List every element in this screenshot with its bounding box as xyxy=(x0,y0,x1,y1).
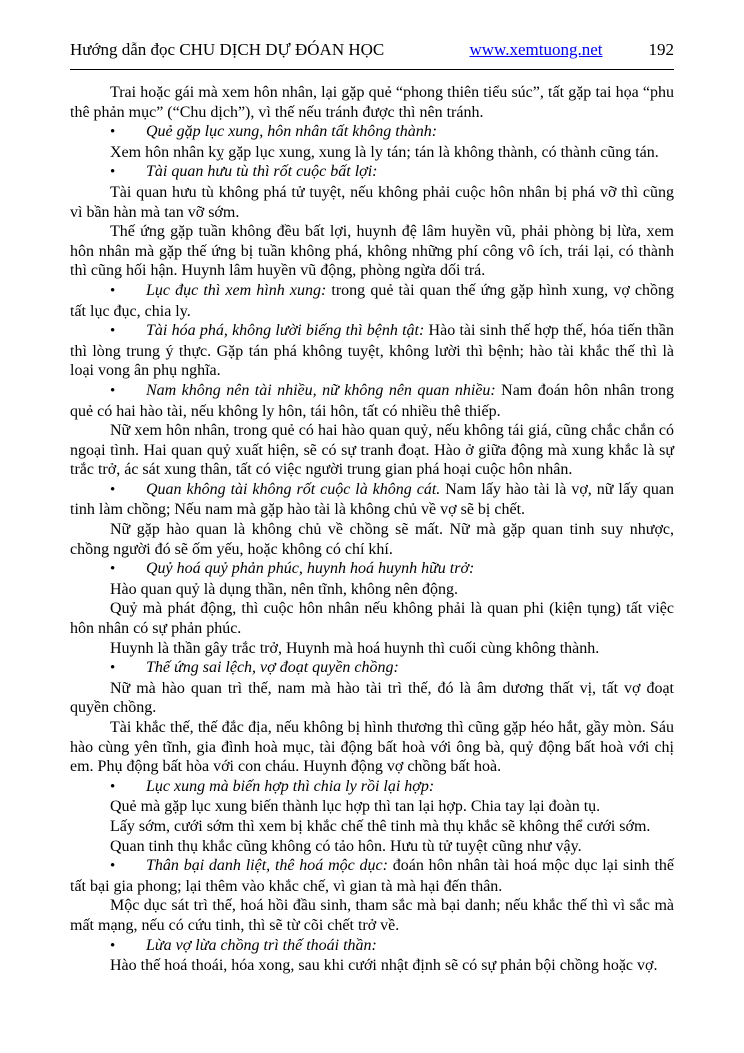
paragraph: Huynh là thần gây trắc trở, Huynh mà hoá huynh thì cuối cùng không thành. xyxy=(110,639,600,657)
bullet-heading: Quỷ hoá quỷ phản phúc, huynh hoá huynh hữu trở: xyxy=(146,560,475,578)
paragraph: Thế ứng gặp tuần không đều bất lợi, huynh đệ lâm huyền vũ, phải phòng bị lừa, xem hôn nhân mà gặp thế ứng bị tuần không phá, không những phí công vô ích, trái lại, có thành thì cũng hối hận. Huynh lâm huyền vũ động, phòng ngừa dối trá. xyxy=(70,223,674,280)
paragraph: Quẻ mà gặp lục xung biến thành lục hợp thì tan lại hợp. Chia tay lại đoàn tụ. xyxy=(110,798,601,816)
website-link[interactable]: www.xemtuong.net xyxy=(469,40,603,59)
bullet-text: Hào tài sinh thế hợp thế, hóa tiến thần thì lòng trung ý thực. Gặp tán phá không tuyệt, không lười thì bệnh; hào tài khắc thế thì là loại vong ân phụ nghĩa. xyxy=(70,322,675,380)
bullet-item xyxy=(70,856,674,896)
paragraph: Xem hôn nhân kỵ gặp lục xung, xung là ly tán; tán là không thành, có thành cũng tán. xyxy=(110,143,659,161)
bullet-icon: • xyxy=(110,561,116,578)
bullet-text: Nam lấy hào tài là vợ, nữ lấy quan tinh làm chồng; Nếu nam mà gặp hào tài là không chủ về vợ sẽ bị chết. xyxy=(70,480,674,519)
bullet-heading: Quẻ gặp lục xung, hôn nhân tất không thành: xyxy=(146,123,438,141)
paragraph: Nữ xem hôn nhân, trong quẻ có hai hào quan quỷ, nếu không tái giá, cũng chắc chắn có ngoại tình. Hai quan quỷ xuất hiện, sẽ có sự tranh đoạt. Hào ở giữa động mà xung khắc là sự trắc trở, ác sát xung thân, tất có việc người trung gian phá hoại cuộc hôn nhân. xyxy=(70,422,674,479)
page-body xyxy=(70,83,674,976)
bullet-text: Nam đoán hôn nhân trong quẻ có hai hào tài, nếu không ly hôn, tái hôn, tất có nhiều thê thiếp. xyxy=(70,381,675,420)
bullet-icon: • xyxy=(110,323,116,340)
bullet-text: trong quẻ tài quan thế ứng gặp hình xung, vợ chồng tất lục đục, chia ly. xyxy=(70,281,675,320)
bullet-item xyxy=(70,777,674,798)
paragraph: Quỷ mà phát động, thì cuộc hôn nhân nếu không phải là quan phi (kiện tụng) tất việc hôn nhân có sự phản phúc. xyxy=(70,600,674,638)
bullet-heading: Thân bại danh liệt, thê hoá mộc dục: xyxy=(146,857,388,875)
bullet-item xyxy=(70,162,674,183)
bullet-icon: • xyxy=(110,164,116,181)
bullet-item xyxy=(70,321,674,381)
book-title: Hướng dẫn đọc CHU DỊCH DỰ ĐÓAN HỌC xyxy=(70,40,385,59)
bullet-item xyxy=(70,936,674,957)
bullet-heading: Thế ứng sai lệch, vợ đoạt quyền chồng: xyxy=(146,659,399,677)
bullet-icon: • xyxy=(110,660,116,677)
paragraph: Nữ mà hào quan trì thế, nam mà hào tài trì thế, đó là âm dương thất vị, tất vợ đoạt quyền chồng. xyxy=(70,679,674,717)
paragraph: Quan tinh thụ khắc cũng không có tảo hôn. Hưu tù tử tuyệt cũng như vậy. xyxy=(110,837,582,855)
bullet-heading: Tài hóa phá, không lười biếng thì bệnh tật: xyxy=(146,322,425,340)
paragraph: Tài quan hưu tù không phá tử tuyệt, nếu không phải cuộc hôn nhân bị phá vỡ thì cũng vì bần hàn mà tan vỡ sớm. xyxy=(70,183,674,221)
bullet-heading: Lục xung mà biến hợp thì chia ly rồi lại hợp: xyxy=(146,777,435,795)
paragraph: Hào quan quỷ là dụng thần, nên tĩnh, không nên động. xyxy=(110,580,458,598)
bullet-heading: Lừa vợ lừa chồng trì thế thoái thần: xyxy=(146,936,377,954)
bullet-icon: • xyxy=(110,481,116,498)
page-header xyxy=(70,40,674,60)
paragraph: Mộc dục sát trì thế, hoá hồi đầu sinh, tham sắc mà bại danh; nếu khắc thế thì vì sắc mà mất mạng, nếu có cứu tinh, thì sẽ từ cõi chết trở về. xyxy=(70,897,674,934)
bullet-item xyxy=(70,480,674,520)
paragraph: Tài khắc thế, thế đắc địa, nếu không bị hình thương thì cũng gặp héo hắt, gầy mòn. Sáu hào cùng yên tĩnh, gia đình hoà mục, tài động bất hoà với ông bà, quỷ động bất hoà với chị em. Phụ động bất hòa với con cháu. Huynh động vợ chồng bất hoà. xyxy=(70,719,674,776)
header-rule xyxy=(70,69,674,70)
bullet-heading: Quan không tài không rốt cuộc là không cát. xyxy=(146,480,441,498)
bullet-heading: Nam không nên tài nhiều, nữ không nên quan nhiều: xyxy=(146,381,496,399)
paragraph: Nữ gặp hào quan là không chủ về chồng sẽ mất. Nữ mà gặp quan tinh suy nhược, chồng người đó sẽ ốm yếu, hoặc không có chí khí. xyxy=(70,521,674,558)
paragraph: Trai hoặc gái mà xem hôn nhân, lại gặp quẻ “phong thiên tiểu súc”, tất gặp tai họa “phu thê phản mục” (“Chu dịch”), vì thế nếu tránh được thì nên tránh. xyxy=(70,84,674,121)
bullet-text: đoán hôn nhân tài hoá mộc dục lại sinh thế tất bại gia phong; lại thêm vào khắc chế, vì gian tà mà hại đến thân. xyxy=(70,857,675,895)
bullet-heading: Tài quan hưu tù thì rốt cuộc bất lợi: xyxy=(146,163,378,181)
bullet-icon: • xyxy=(110,858,116,875)
paragraph: Hào thế hoá thoái, hóa xong, sau khi cưới nhật định sẽ có sự phản bội chồng hoặc vợ. xyxy=(110,957,658,975)
bullet-icon: • xyxy=(110,124,116,141)
bullet-icon: • xyxy=(110,382,116,399)
bullet-item xyxy=(70,381,674,421)
bullet-item xyxy=(70,559,674,580)
bullet-icon: • xyxy=(110,937,116,954)
paragraph: Lấy sớm, cưới sớm thì xem bị khắc chế thê tinh mà thụ khắc sẽ không thể cưới sớm. xyxy=(110,817,651,835)
bullet-heading: Lục đục thì xem hình xung: xyxy=(146,281,327,299)
bullet-icon: • xyxy=(110,282,116,299)
bullet-item xyxy=(70,122,674,143)
bullet-item xyxy=(70,658,674,679)
bullet-item xyxy=(70,281,674,321)
page-number: 192 xyxy=(648,40,674,59)
bullet-icon: • xyxy=(110,778,116,795)
